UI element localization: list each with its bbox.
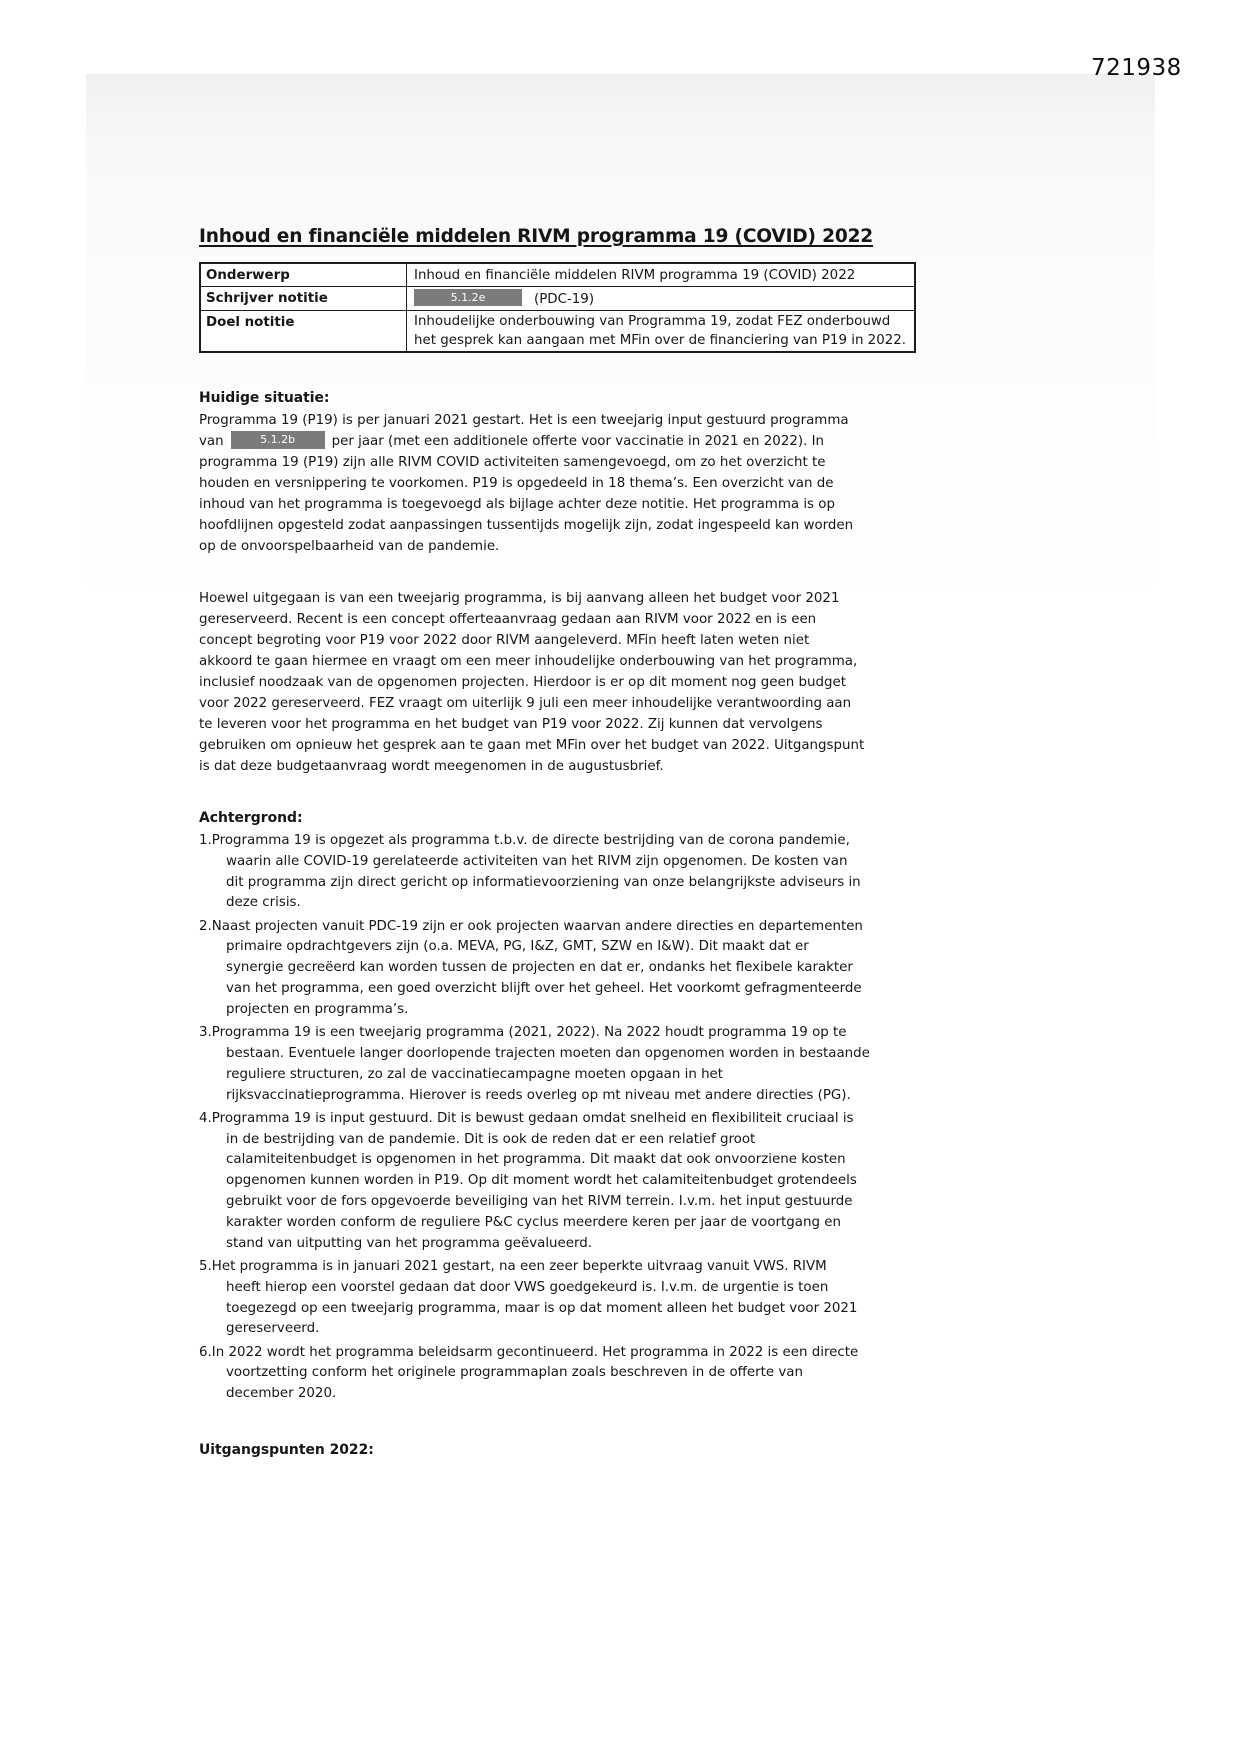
numbered-item xyxy=(199,1257,944,1340)
text-line: heeft hierop een voorstel gedaan dat door VWS goedgekeurd is. I.v.m. de urgentie is toen xyxy=(226,1279,829,1295)
table-value xyxy=(407,311,914,351)
table-value: Inhoud en financiële middelen RIVM programma 19 (COVID) 2022 xyxy=(414,268,856,283)
text-line: in de bestrijding van de pandemie. Dit is ook de reden dat er een relatief groot xyxy=(226,1131,756,1147)
redacted-text-line xyxy=(199,431,944,452)
text-line: waarin alle COVID-19 gerelateerde activiteiten van het RIVM zijn opgenomen. De kosten van xyxy=(226,853,848,869)
table-row xyxy=(201,286,914,310)
numbered-item xyxy=(199,1343,944,1405)
text-line: hoofdlijnen opgesteld zodat aanpassingen tussentijds mogelijk zijn, zodat ingespeeld kan worden xyxy=(199,518,854,533)
numbered-item xyxy=(199,1023,944,1106)
text-line: het gesprek kan aangaan met MFin over de financiering van P19 in 2022. xyxy=(414,332,907,348)
text-line: reguliere structuren, zo zal de vaccinatiecampagne moeten opgaan in het xyxy=(226,1066,724,1082)
text-line: houden en versnippering te voorkomen. P19 is opgedeeld in 18 thema’s. Een overzicht van de xyxy=(199,476,834,491)
text-line: dit programma zijn direct gericht op informatievoorziening van onze belangrijkste adviseurs in xyxy=(226,874,861,890)
text-line: te leveren voor het programma en het budget van P19 voor 2022. Zij kunnen dat vervolgens xyxy=(199,717,823,732)
text-line: gereserveerd. Recent is een concept offerteaanvraag gedaan aan RIVM voor 2022 en is een xyxy=(199,612,817,627)
redaction-5-1-2b: 5.1.2b xyxy=(231,431,325,449)
text-line: gebruikt voor de fors opgevoerde beveiliging van het RIVM terrein. I.v.m. het input gestuurde xyxy=(226,1194,853,1210)
section-heading-achtergrond: Achtergrond: xyxy=(199,810,303,826)
paragraph-lines xyxy=(199,452,944,557)
text-line: stand van uitputting van het programma geëvalueerd. xyxy=(226,1235,593,1251)
item-first-line: 2.Naast projecten vanuit PDC-19 zijn er ook projecten waarvan andere directies en departementen xyxy=(199,918,863,934)
table-value xyxy=(407,287,914,310)
text-line: van het programma, een goed overzicht blijft over het geheel. Het voorkomt gefragmenteerde xyxy=(226,981,862,997)
item-first-line: 3.Programma 19 is een tweejarig programma (2021, 2022). Na 2022 houdt programma 19 op te xyxy=(199,1025,847,1041)
item-first-line: 4.Programma 19 is input gestuurd. Dit is bewust gedaan omdat snelheid en flexibiliteit cruciaal is xyxy=(199,1110,854,1126)
text-line: voor 2022 gereserveerd. FEZ vraagt om uiterlijk 9 juli een meer inhoudelijke verantwoording aan xyxy=(199,696,852,711)
paragraph-huidige-2 xyxy=(199,588,944,777)
section-heading-uitgangspunten: Uitgangspunten 2022: xyxy=(199,1442,374,1458)
text-line: rijksvaccinatieprogramma. Hierover is reeds overleg op mt niveau met andere directies (PG). xyxy=(226,1087,851,1103)
text-line: karakter worden conform de reguliere P&C cyclus meerdere keren per jaar de voortgang en xyxy=(226,1214,841,1230)
text-line: akkoord te gaan hiermee en vraagt om een meer inhoudelijke onderbouwing van het programma, xyxy=(199,654,858,669)
text-line: gebruiken om opnieuw het gesprek aan te gaan met MFin over het budget van 2022. Uitgangspunt xyxy=(199,738,865,753)
numbered-item xyxy=(199,1109,944,1255)
text-line: opgenomen kunnen worden in P19. Op dit moment wordt het calamiteitenbudget grotendeels xyxy=(226,1173,857,1189)
numbered-list xyxy=(199,831,944,1408)
info-table xyxy=(199,262,916,353)
text-line: op de onvoorspelbaarheid van de pandemie. xyxy=(199,539,500,554)
numbered-item xyxy=(199,831,944,914)
table-label: Onderwerp xyxy=(201,264,407,286)
text-line: Programma 19 (P19) is per januari 2021 gestart. Het is een tweejarig input gestuurd programma xyxy=(199,413,849,428)
table-value-text: (PDC-19) xyxy=(534,292,595,307)
table-label: Doel notitie xyxy=(201,311,407,351)
text-line: is dat deze budgetaanvraag wordt meegenomen in de augustusbrief. xyxy=(199,759,664,774)
text-line: programma 19 (P19) zijn alle RIVM COVID activiteiten samengevoegd, om zo het overzicht te xyxy=(199,455,826,470)
text-line: toegezegd op een tweejarig programma, maar is op dat moment alleen het budget voor 2021 xyxy=(226,1300,858,1316)
text-segment: van xyxy=(199,434,224,449)
text-line: bestaan. Eventuele langer doorlopende trajecten moeten dan opgenomen worden in bestaande xyxy=(226,1045,870,1061)
item-first-line: 6.In 2022 wordt het programma beleidsarm gecontinueerd. Het programma in 2022 is een directe xyxy=(199,1344,859,1360)
text-line: primaire opdrachtgevers zijn (o.a. MEVA, PG, I&Z, GMT, SZW en I&W). Dit maakt dat er xyxy=(226,939,809,955)
text-line: Inhoudelijke onderbouwing van Programma 19, zodat FEZ onderbouwd xyxy=(414,314,891,329)
numbered-item xyxy=(199,917,944,1021)
text-line: inhoud van het programma is toegevoegd als bijlage achter deze notitie. Het programma is op xyxy=(199,497,835,512)
page-title: Inhoud en financiële middelen RIVM programma 19 (COVID) 2022 xyxy=(199,226,874,247)
text-line: voortzetting conform het originele programmaplan zoals beschreven in de offerte van xyxy=(226,1365,803,1381)
document-number: 721938 xyxy=(1091,55,1182,81)
table-row xyxy=(201,264,914,286)
section-heading-huidige-situatie: Huidige situatie: xyxy=(199,390,330,406)
text-line: inclusief noodzaak van de opgenomen projecten. Hierdoor is er op dit moment nog geen budget xyxy=(199,675,846,690)
text-line: december 2020. xyxy=(226,1386,337,1402)
text-line: Hoewel uitgegaan is van een tweejarig programma, is bij aanvang alleen het budget voor 2021 xyxy=(199,591,840,606)
table-label: Schrijver notitie xyxy=(201,287,407,310)
text-line: gereserveerd. xyxy=(226,1321,320,1337)
paragraph-huidige-1 xyxy=(199,410,944,557)
redaction-5-1-2e: 5.1.2e xyxy=(414,289,522,306)
text-line: deze crisis. xyxy=(226,895,301,911)
table-row xyxy=(201,310,914,351)
text-line: synergie gecreëerd kan worden tussen de projecten en dat er, ondanks het flexibele karakter xyxy=(226,960,853,976)
item-first-line: 1.Programma 19 is opgezet als programma t.b.v. de directe bestrijding van de corona pandemie, xyxy=(199,833,850,848)
text-line: projecten en programma’s. xyxy=(226,1001,409,1017)
text-line: calamiteitenbudget is opgenomen in het programma. Dit maakt dat ook onvoorziene kosten xyxy=(226,1152,846,1168)
item-first-line: 5.Het programma is in januari 2021 gestart, na een zeer beperkte uitvraag vanuit VWS. RIVM xyxy=(199,1258,827,1274)
text-line: concept begroting voor P19 voor 2022 door RIVM aangeleverd. MFin heeft laten weten niet xyxy=(199,633,810,648)
text-segment: per jaar (met een additionele offerte voor vaccinatie in 2021 en 2022). In xyxy=(331,434,825,449)
